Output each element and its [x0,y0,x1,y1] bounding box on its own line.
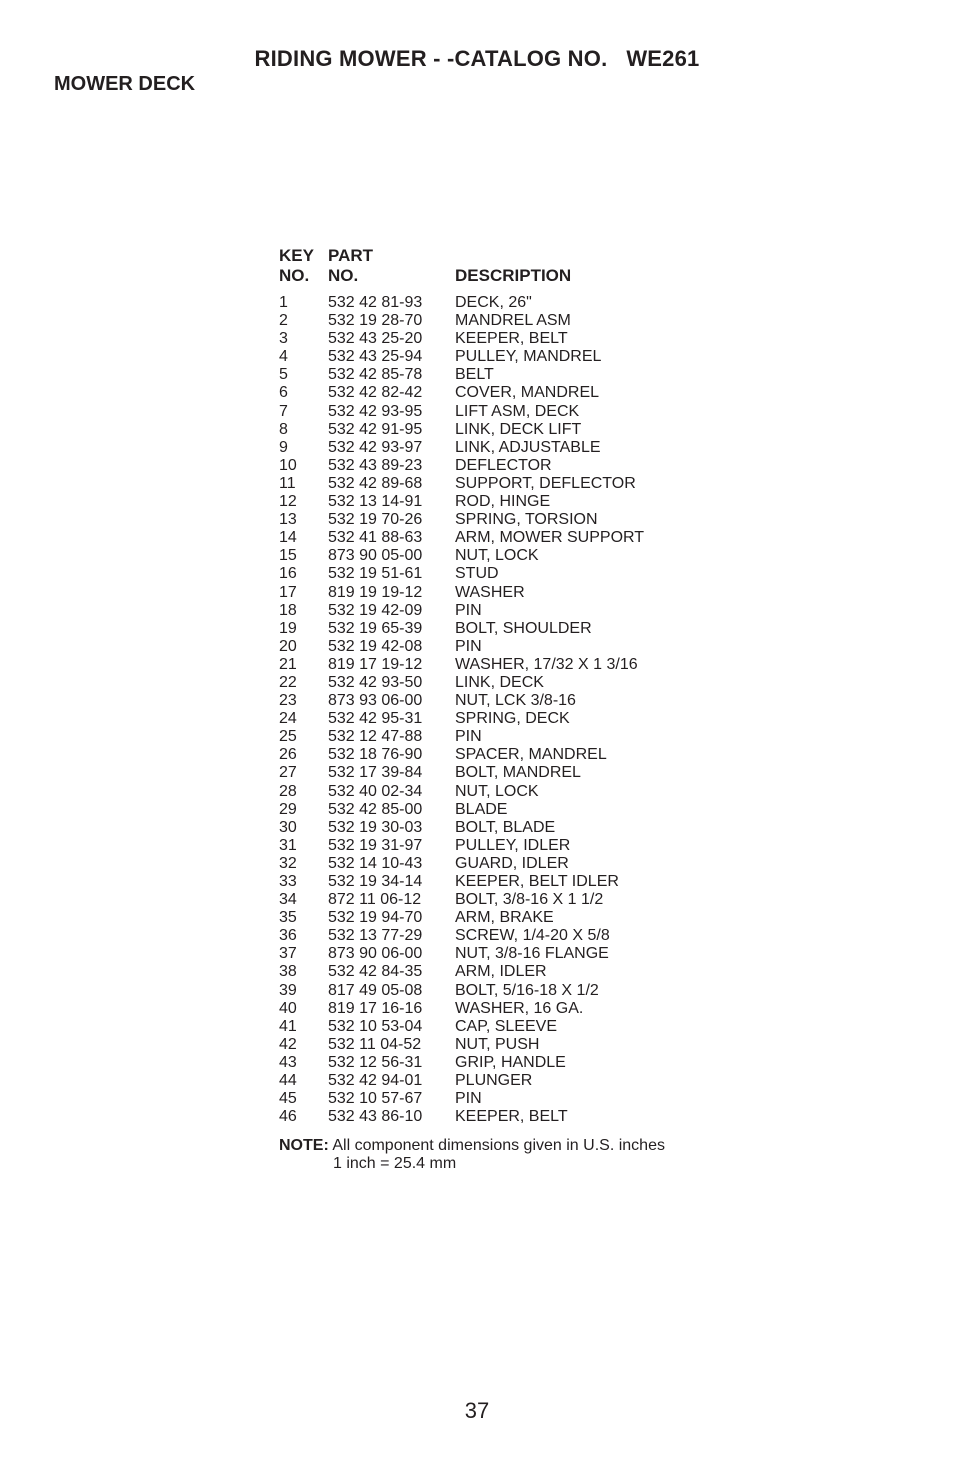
parts-list [279,294,685,1126]
table-row [279,692,685,710]
part-no-cell: 532 42 85-78 [328,366,423,384]
key-no-cell: 39 [279,981,297,999]
key-no-cell: 7 [279,402,288,420]
key-no-cell: 4 [279,348,288,366]
table-row [279,1036,685,1054]
description-cell: PLUNGER [455,1072,533,1090]
key-no-cell: 20 [279,637,297,655]
key-header-line2: NO. [279,266,310,285]
part-no-cell: 817 49 05-08 [328,981,423,999]
table-row [279,348,685,366]
key-no-cell: 24 [279,710,297,728]
key-no-cell: 31 [279,836,297,854]
table-row [279,439,685,457]
part-no-cell: 532 43 25-20 [328,330,423,348]
part-no-cell: 819 17 19-12 [328,655,423,673]
key-no-cell: 45 [279,1090,297,1108]
description-cell: WASHER [455,583,525,601]
description-cell: KEEPER, BELT [455,330,568,348]
description-cell: BOLT, 5/16-18 X 1/2 [455,981,599,999]
description-cell: NUT, LOCK [455,782,539,800]
key-no-cell: 11 [279,474,296,492]
key-no-cell: 38 [279,963,297,981]
description-cell: CAP, SLEEVE [455,1017,557,1035]
description-cell: LINK, ADJUSTABLE [455,438,601,456]
key-no-cell: 19 [279,619,297,637]
part-no-cell: 532 42 93-50 [328,673,423,691]
table-row [279,584,685,602]
description-cell: WASHER, 17/32 X 1 3/16 [455,655,638,673]
description-cell: SPRING, DECK [455,710,570,728]
part-no-cell: 532 42 84-35 [328,963,423,981]
part-no-cell: 532 19 30-03 [328,818,423,836]
description-cell: KEEPER, BELT [455,1108,568,1126]
part-no-cell: 532 19 34-14 [328,873,423,890]
part-no-cell: 532 10 53-04 [328,1017,423,1035]
description-cell: GUARD, IDLER [455,854,569,872]
description-cell: MANDREL ASM [455,312,571,330]
part-no-cell: 532 42 85-00 [328,800,423,818]
part-no-cell: 532 17 39-84 [328,764,423,782]
description-cell: PIN [455,637,482,655]
key-no-cell: 43 [279,1053,297,1071]
part-no-cell: 532 42 95-31 [328,710,423,728]
key-no-cell: 32 [279,854,297,872]
part-no-cell: 532 12 47-88 [328,728,423,746]
table-header-row-2 [279,266,685,286]
key-no-cell: 21 [279,655,297,673]
part-no-cell: 872 11 06-12 [328,891,422,909]
table-row [279,873,685,891]
description-cell: ARM, IDLER [455,963,547,981]
table-row [279,529,685,547]
part-no-cell: 819 17 16-16 [328,999,423,1017]
part-no-cell: 532 11 04-52 [328,1035,422,1053]
table-row [279,366,685,384]
part-header-line2: NO. [328,266,359,285]
table-row [279,710,685,728]
key-no-cell: 22 [279,673,297,691]
key-no-cell: 37 [279,945,297,963]
description-cell: BELT [455,366,494,384]
key-no-cell: 25 [279,728,297,746]
part-no-cell: 532 10 57-67 [328,1090,423,1108]
note-conversion: 1 inch = 25.4 mm [333,1155,457,1172]
part-no-cell: 873 90 05-00 [328,547,423,565]
description-cell: SPACER, MANDREL [455,746,607,764]
table-row [279,927,685,945]
description-header: DESCRIPTION [455,266,572,285]
table-row [279,330,685,348]
key-no-cell: 16 [279,565,297,583]
description-cell: KEEPER, BELT IDLER [455,873,619,890]
part-no-cell: 532 19 65-39 [328,619,423,637]
description-cell: LINK, DECK [455,673,544,691]
table-row [279,1108,685,1126]
part-no-cell: 532 19 70-26 [328,511,423,529]
note-text: All component dimensions given in U.S. inches [332,1137,665,1154]
table-row [279,1018,685,1036]
note-label: NOTE: [279,1137,329,1154]
key-no-cell: 29 [279,800,297,818]
page-number: 37 [464,1398,490,1423]
description-cell: WASHER, 16 GA. [455,999,584,1017]
key-no-cell: 42 [279,1035,297,1053]
key-no-cell: 18 [279,601,297,619]
table-row [279,384,685,402]
description-cell: PIN [455,601,482,619]
table-row [279,855,685,873]
description-cell: ROD, HINGE [455,493,551,511]
key-no-cell: 33 [279,873,297,890]
part-no-cell: 873 90 06-00 [328,945,423,963]
key-no-cell: 41 [279,1017,297,1035]
description-cell: ARM, MOWER SUPPORT [455,529,645,547]
description-cell: NUT, 3/8-16 FLANGE [455,945,609,963]
part-no-cell: 532 42 91-95 [328,420,423,438]
key-no-cell: 5 [279,366,288,384]
table-row [279,728,685,746]
key-no-cell: 6 [279,384,288,402]
description-cell: NUT, LOCK [455,547,539,565]
page-title: RIDING MOWER - -CATALOG NO. WE261 [254,46,700,71]
key-no-cell: 12 [279,493,297,511]
part-no-cell: 532 42 81-93 [328,294,423,311]
desc-header-spacer [455,246,685,266]
key-no-cell: 1 [279,294,288,311]
description-cell: BOLT, BLADE [455,818,556,836]
key-no-cell: 10 [279,456,297,474]
key-no-cell: 30 [279,818,297,836]
description-cell: BOLT, MANDREL [455,764,581,782]
parts-table [279,246,685,1126]
table-row [279,1054,685,1072]
part-header-line1: PART [328,246,374,265]
note [279,1137,665,1173]
table-row [279,475,685,493]
part-no-cell: 532 40 02-34 [328,782,423,800]
description-cell: COVER, MANDREL [455,384,600,402]
part-no-cell: 819 19 19-12 [328,583,423,601]
part-no-cell: 532 19 51-61 [328,565,423,583]
table-row [279,511,685,529]
description-cell: BLADE [455,800,508,818]
description-cell: LINK, DECK LIFT [455,420,582,438]
description-cell: PIN [455,728,482,746]
description-cell: STUD [455,565,499,583]
table-row [279,620,685,638]
part-no-cell: 532 19 42-09 [328,601,423,619]
key-no-cell: 27 [279,764,297,782]
key-no-cell: 17 [279,583,297,601]
key-no-cell: 34 [279,891,297,909]
part-no-cell: 532 12 56-31 [328,1053,423,1071]
key-no-cell: 23 [279,692,297,710]
description-cell: PULLEY, MANDREL [455,348,602,366]
table-row [279,493,685,511]
description-cell: BOLT, 3/8-16 X 1 1/2 [455,891,604,909]
section-title: MOWER DECK [54,73,196,95]
description-cell: PULLEY, IDLER [455,836,571,854]
table-row [279,945,685,963]
part-no-cell: 532 13 14-91 [328,493,423,511]
key-no-cell: 2 [279,312,288,330]
key-no-cell: 9 [279,438,288,456]
description-cell: NUT, LCK 3/8-16 [455,692,576,710]
key-no-cell: 28 [279,782,297,800]
description-cell: ARM, BRAKE [455,909,554,927]
table-row [279,982,685,1000]
table-row [279,837,685,855]
table-row [279,547,685,565]
table-row [279,801,685,819]
part-no-cell: 532 19 28-70 [328,312,423,330]
table-row [279,963,685,981]
table-row [279,674,685,692]
key-no-cell: 44 [279,1072,297,1090]
description-cell: GRIP, HANDLE [455,1053,566,1071]
table-row [279,1072,685,1090]
table-row [279,746,685,764]
table-row [279,764,685,782]
part-no-cell: 532 42 93-97 [328,438,423,456]
table-row [279,638,685,656]
key-no-cell: 36 [279,927,297,945]
part-no-cell: 532 18 76-90 [328,746,423,764]
table-row [279,819,685,837]
key-no-cell: 26 [279,746,297,764]
part-no-cell: 532 13 77-29 [328,927,423,945]
key-no-cell: 8 [279,420,288,438]
table-row [279,565,685,583]
key-header-line1: KEY [279,246,314,265]
part-no-cell: 532 14 10-43 [328,854,423,872]
part-no-cell: 532 43 25-94 [328,348,423,366]
table-row [279,312,685,330]
key-no-cell: 15 [279,547,297,565]
part-no-cell: 532 42 94-01 [328,1072,423,1090]
description-cell: LIFT ASM, DECK [455,402,580,420]
description-cell: BOLT, SHOULDER [455,619,592,637]
table-row [279,891,685,909]
part-no-cell: 532 19 31-97 [328,836,423,854]
description-cell: PIN [455,1090,482,1108]
part-no-cell: 532 19 42-08 [328,637,423,655]
table-row [279,1000,685,1018]
part-no-cell: 532 19 94-70 [328,909,423,927]
table-row [279,602,685,620]
table-header-row-1 [279,246,685,266]
key-no-cell: 3 [279,330,288,348]
description-cell: SCREW, 1/4-20 X 5/8 [455,927,610,945]
part-no-cell: 532 43 86-10 [328,1108,423,1126]
description-cell: NUT, PUSH [455,1035,540,1053]
table-row [279,457,685,475]
table-row [279,403,685,421]
key-no-cell: 14 [279,529,297,547]
description-cell: SUPPORT, DEFLECTOR [455,474,636,492]
table-row [279,783,685,801]
part-no-cell: 532 42 82-42 [328,384,423,402]
key-no-cell: 40 [279,999,297,1017]
part-no-cell: 532 42 89-68 [328,474,423,492]
table-row [279,421,685,439]
description-cell: DEFLECTOR [455,456,552,474]
description-cell: DECK, 26" [455,294,532,311]
key-no-cell: 13 [279,511,297,529]
table-row [279,656,685,674]
key-no-cell: 46 [279,1108,297,1126]
key-no-cell: 35 [279,909,297,927]
description-cell: SPRING, TORSION [455,511,598,529]
table-row [279,294,685,312]
part-no-cell: 532 43 89-23 [328,456,423,474]
part-no-cell: 873 93 06-00 [328,692,423,710]
part-no-cell: 532 42 93-95 [328,402,423,420]
table-row [279,1090,685,1108]
table-row [279,909,685,927]
part-no-cell: 532 41 88-63 [328,529,423,547]
